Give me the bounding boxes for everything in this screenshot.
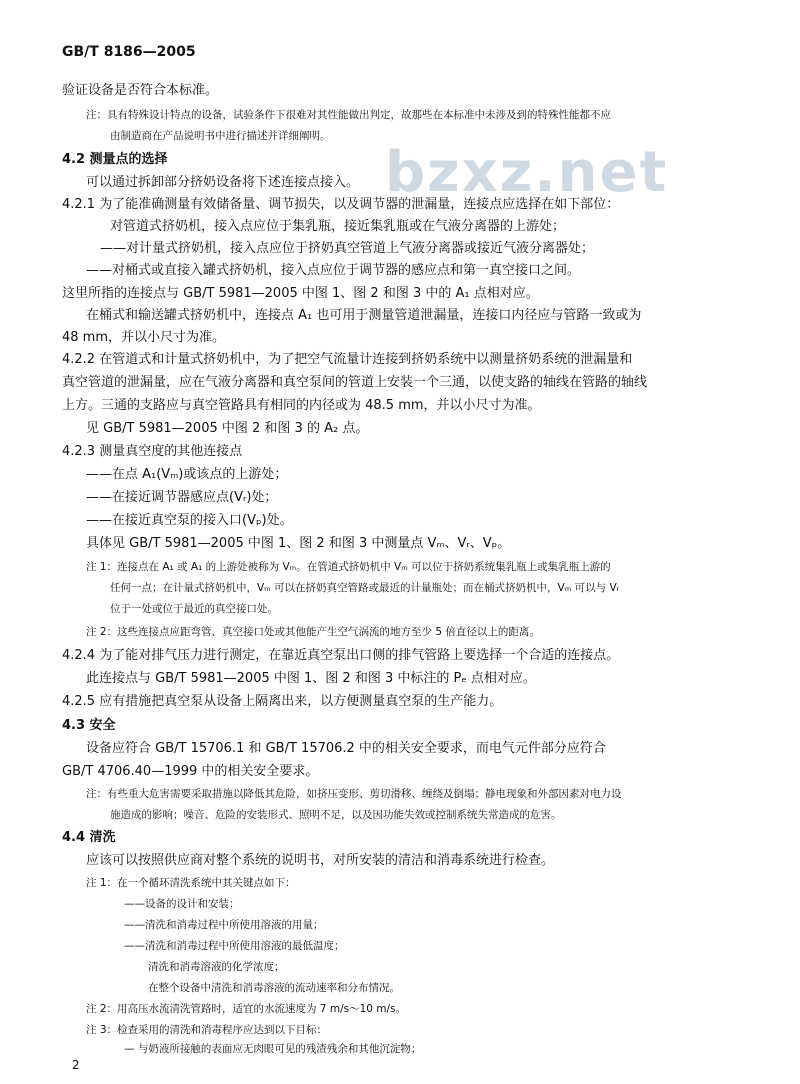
text-line: GB/T 4706.40—1999 中的相关安全要求。 [62, 764, 319, 779]
note-line: 施造成的影响；噪音、危险的安装形式、照明不足，以及因功能失效或控制系统失常造成的危害。 [110, 809, 562, 821]
note-line: 注 2：用高压水流清洗管路时，适宜的水流速度为 7 m/s～10 m/s。 [86, 1003, 407, 1015]
list-item: 清洗和消毒溶液的化学浓度； [148, 961, 285, 973]
list-item: ——在点 A₁(Vₘ)或该点的上游处； [86, 467, 288, 482]
text-line: 具体见 GB/T 5981—2005 中图 1、图 2 和图 3 中测量点 Vₘ、Vᵣ、Vₚ。 [86, 536, 511, 551]
note-line: 注 2：这些连接点应距弯管、真空接口处或其他能产生空气涡流的地方至少 5 倍直径以上的距离。 [86, 626, 540, 638]
page-number: 2 [72, 1058, 80, 1072]
note-line: 由制造商在产品说明书中进行描述并详细阐明。 [110, 130, 331, 142]
list-item: — 与奶液所接触的表面应无肉眼可见的残渣残余和其他沉淀物； [124, 1043, 422, 1055]
text-line: 这里所指的连接点与 GB/T 5981—2005 中图 1、图 2 和图 3 中的 A₁ 点相对应。 [62, 286, 539, 301]
text-line: 验证设备是否符合本标准。 [62, 83, 219, 98]
list-item: ——对桶式或直接入罐式挤奶机，接入点应位于调节器的感应点和第一真空接口之间。 [86, 263, 581, 278]
text-line: 真空管道的泄漏量，应在气液分离器和真空泵间的管道上安装一个三通，以使支路的轴线在管路的轴线 [62, 375, 648, 390]
text-line: 4.2.4 为了能对排气压力进行测定，在靠近真空泵出口侧的排气管路上要选择一个合适的连接点。 [62, 648, 620, 663]
section-heading: 4.3 安全 [62, 718, 116, 733]
note-line: 注 1：在一个循环清洗系统中其关键点如下： [86, 877, 296, 889]
text-line: 48 mm，并以小尺寸为准。 [62, 330, 226, 345]
text-line: 设备应符合 GB/T 15706.1 和 GB/T 15706.2 中的相关安全要求，而电气元件部分应符合 [86, 741, 606, 756]
note-line: 注 3：检查采用的清洗和消毒程序应达到以下目标： [86, 1024, 328, 1036]
text-line: 可以通过拆卸部分挤奶设备将下述连接点接入。 [86, 175, 360, 190]
text-line: 应该可以按照供应商对整个系统的说明书，对所安装的清洁和消毒系统进行检查。 [86, 853, 555, 868]
text-line: 在桶式和输送罐式挤奶机中，连接点 A₁ 也可用于测量管道泄漏量，连接口内径应与管路一致或为 [86, 308, 642, 323]
list-item: ——在接近调节器感应点(Vᵣ)处； [86, 490, 278, 505]
text-line: 见 GB/T 5981—2005 中图 2 和图 3 的 A₂ 点。 [86, 421, 369, 436]
note-line: 注：具有特殊设计特点的设备，试验条件下很难对其性能做出判定，故那些在本标准中未涉及到的特殊性能都不应 [86, 109, 611, 121]
section-heading: 4.4 清洗 [62, 830, 116, 845]
section-heading: 4.2 测量点的选择 [62, 152, 168, 167]
text-line: 此连接点与 GB/T 5981—2005 中图 1、图 2 和图 3 中标注的 Pₑ 点相对应。 [86, 671, 536, 686]
list-item: ——清洗和消毒过程中所使用溶液的最低温度； [124, 940, 345, 952]
note-line: 任何一点；在计量式挤奶机中，Vₘ 可以在挤奶真空管路或最近的计量瓶处；而在桶式挤奶机中，Vₘ 可以与 Vᵣ [110, 582, 620, 594]
list-item: ——清洗和消毒过程中所使用溶液的用量； [124, 919, 324, 931]
list-item: ——在接近真空泵的接入口(Vₚ)处。 [86, 513, 293, 528]
note-line: 注 1：连接点在 A₁ 或 A₁ 的上游处被称为 Vₘ。在管道式挤奶机中 Vₘ 可以位于挤奶系统集乳瓶上或集乳瓶上游的 [86, 561, 611, 573]
text-line: 4.2.5 应有措施把真空泵从设备上隔离出来，以方便测量真空泵的生产能力。 [62, 694, 503, 709]
text-line: 上方。三通的支路应与真空管路具有相同的内径或为 48.5 mm，并以小尺寸为准。 [62, 398, 541, 413]
text-line: 对管道式挤奶机，接入点应位于集乳瓶，接近集乳瓶或在气液分离器的上游处； [110, 219, 566, 234]
list-item: ——对计量式挤奶机，接入点应位于挤奶真空管道上气液分离器或接近气液分离器处； [100, 241, 595, 256]
list-item: ——设备的设计和安装； [124, 898, 240, 910]
list-item: 在整个设备中清洗和消毒溶液的流动速率和分布情况。 [148, 982, 400, 994]
text-line: 4.2.2 在管道式和计量式挤奶机中，为了把空气流量计连接到挤奶系统中以测量挤奶系统的泄漏量和 [62, 352, 633, 367]
standard-number: GB/T 8186—2005 [62, 44, 196, 60]
note-line: 注：有些重大危害需要采取措施以降低其危险，如挤压变形、剪切滑移、缠绕及倒塌；静电现象和外部因素对电力设 [86, 788, 622, 800]
text-line: 4.2.3 测量真空度的其他连接点 [62, 444, 243, 459]
watermark: bzxz.net [385, 140, 669, 205]
text-line: 4.2.1 为了能准确测量有效储备量、调节损失，以及调节器的泄漏量，连接点应选择在如下部位： [62, 197, 620, 212]
note-line: 位于一处或位于最近的真空接口处。 [110, 603, 278, 615]
